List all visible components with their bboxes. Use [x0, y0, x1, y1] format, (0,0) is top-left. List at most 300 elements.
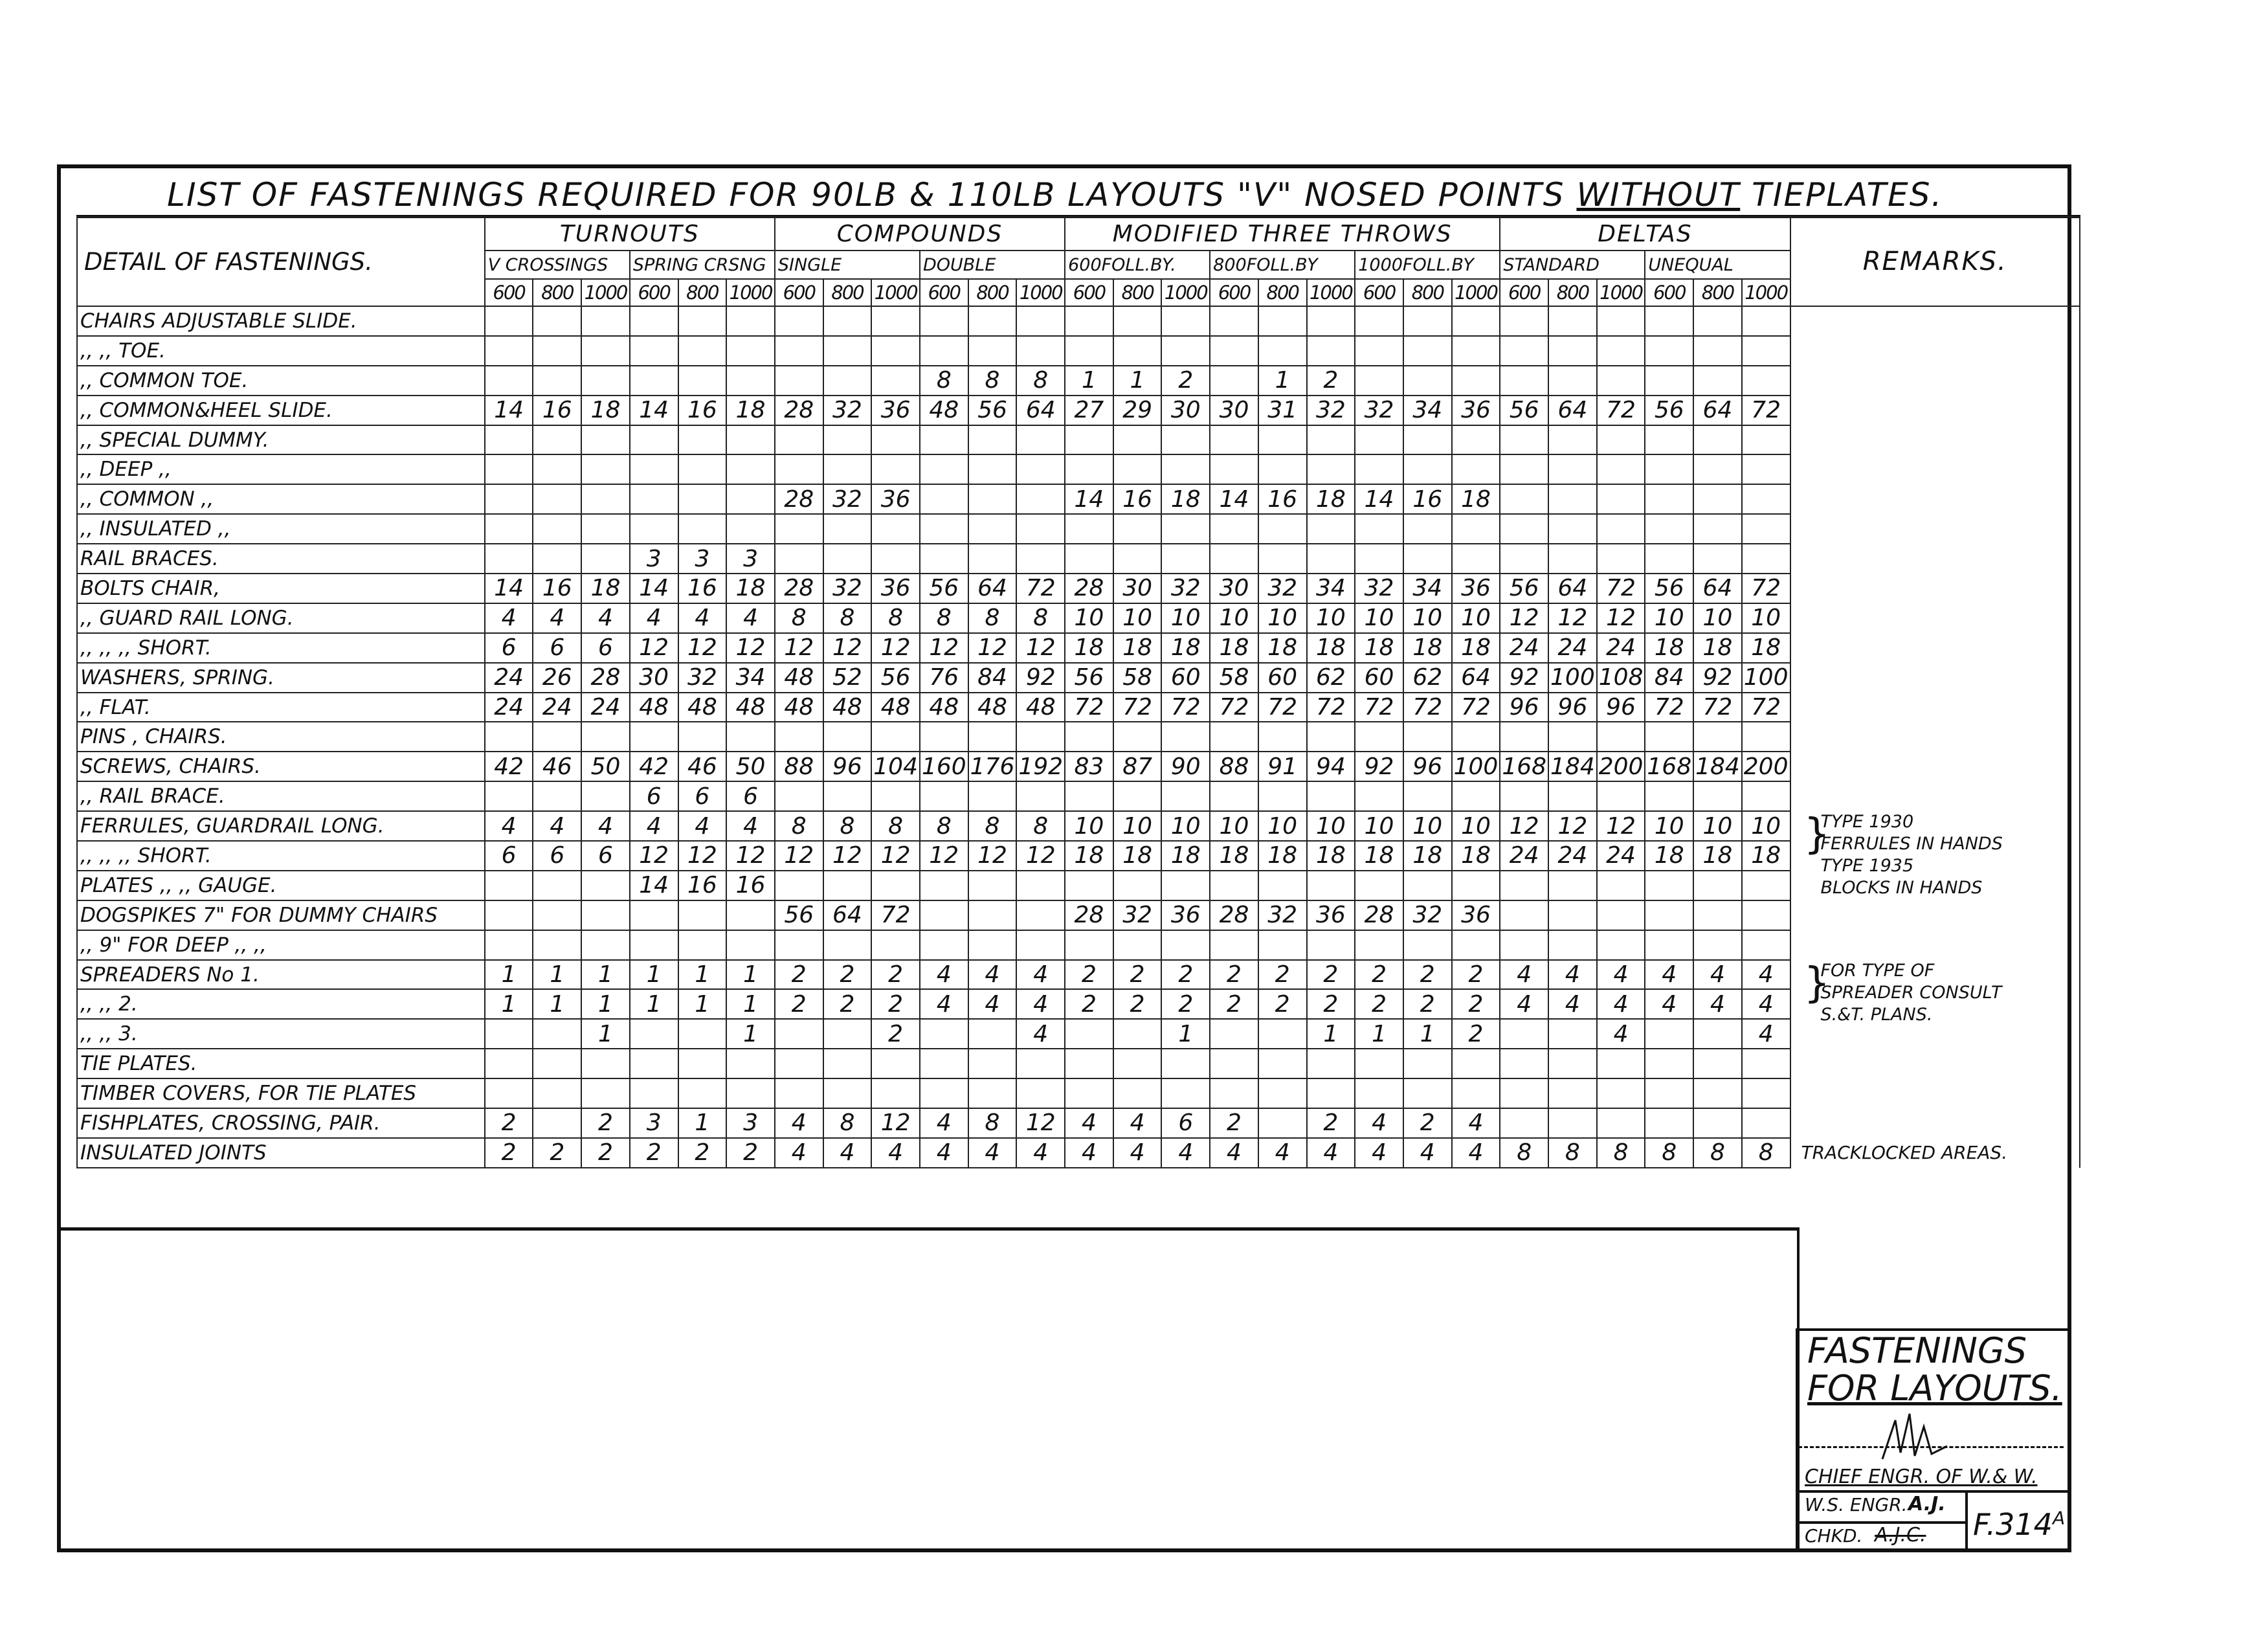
table-cell: 10	[1693, 811, 1742, 841]
row-label: PINS , CHAIRS.	[77, 722, 485, 752]
table-cell	[630, 722, 678, 752]
table-cell: 1	[678, 989, 727, 1019]
table-cell: 18	[1113, 633, 1162, 663]
table-cell	[775, 722, 823, 752]
table-cell	[1307, 544, 1355, 574]
table-cell	[920, 306, 968, 336]
table-cell: 46	[533, 752, 581, 781]
table-cell	[1016, 544, 1065, 574]
subgroup-header: SINGLE	[775, 251, 920, 279]
table-cell: 32	[1307, 396, 1355, 425]
row-label: FISHPLATES, CROSSING, PAIR.	[77, 1108, 485, 1138]
table-cell: 4	[726, 811, 775, 841]
table-cell: 200	[1597, 752, 1645, 781]
table-cell	[1548, 514, 1597, 544]
table-cell	[1742, 425, 1790, 455]
table-cell: 4	[1500, 989, 1548, 1019]
table-cell: 10	[1210, 811, 1258, 841]
title-block-line2: FOR LAYOUTS.	[1807, 1368, 2062, 1409]
table-cell	[1742, 1078, 1790, 1108]
table-cell: 4	[1452, 1138, 1500, 1168]
table-cell: 2	[1452, 1019, 1500, 1049]
table-cell: 2	[533, 1138, 581, 1168]
table-cell: 72	[1355, 693, 1403, 722]
table-cell	[823, 544, 872, 574]
table-cell: 32	[678, 663, 727, 693]
table-cell	[1597, 722, 1645, 752]
drawing-number-suffix: A	[2052, 1507, 2066, 1529]
table-cell: 2	[581, 1138, 630, 1168]
table-cell: 18	[726, 574, 775, 603]
table-cell	[1452, 425, 1500, 455]
table-cell: 42	[630, 752, 678, 781]
table-cell	[533, 514, 581, 544]
size-header: 1000	[1161, 279, 1210, 306]
table-cell	[1065, 1049, 1113, 1078]
table-cell	[1210, 306, 1258, 336]
table-cell	[920, 425, 968, 455]
table-cell: 4	[1693, 989, 1742, 1019]
table-cell	[581, 722, 630, 752]
table-cell	[871, 425, 920, 455]
table-cell	[678, 454, 727, 484]
table-cell	[1500, 544, 1548, 574]
table-cell	[1403, 454, 1452, 484]
table-cell: 18	[1210, 633, 1258, 663]
table-cell: 6	[581, 633, 630, 663]
table-cell	[581, 1078, 630, 1108]
table-cell: 2	[581, 1108, 630, 1138]
table-cell	[1113, 1019, 1162, 1049]
size-header: 600	[1065, 279, 1113, 306]
table-cell: 2	[1210, 989, 1258, 1019]
title-block-line1: FASTENINGS	[1807, 1330, 2027, 1371]
table-cell: 12	[726, 841, 775, 871]
table-cell	[920, 930, 968, 960]
table-cell: 8	[823, 811, 872, 841]
table-cell: 16	[726, 871, 775, 900]
table-cell	[968, 1078, 1017, 1108]
table-cell	[1113, 514, 1162, 544]
table-row	[77, 633, 2080, 663]
table-cell: 94	[1307, 752, 1355, 781]
table-cell	[1065, 544, 1113, 574]
table-cell	[533, 871, 581, 900]
table-cell	[1161, 306, 1210, 336]
table-cell: 2	[1161, 366, 1210, 396]
table-cell	[823, 930, 872, 960]
table-cell	[678, 722, 727, 752]
table-cell: 34	[726, 663, 775, 693]
table-bottom-rule	[61, 1227, 1798, 1231]
table-cell: 4	[775, 1138, 823, 1168]
table-cell: 1	[485, 960, 533, 990]
table-cell	[1355, 781, 1403, 811]
table-cell: 2	[1258, 960, 1307, 990]
table-cell: 2	[485, 1108, 533, 1138]
table-cell: 12	[775, 841, 823, 871]
table-row	[77, 1019, 2080, 1049]
size-header: 600	[485, 279, 533, 306]
table-cell	[823, 1078, 872, 1108]
table-cell	[1693, 781, 1742, 811]
table-cell	[1355, 930, 1403, 960]
table-row	[77, 425, 2080, 455]
table-cell	[1065, 1019, 1113, 1049]
table-cell	[1016, 514, 1065, 544]
table-cell	[581, 900, 630, 930]
table-cell	[1210, 871, 1258, 900]
size-header: 1000	[581, 279, 630, 306]
table-cell: 2	[1258, 989, 1307, 1019]
table-cell: 56	[775, 900, 823, 930]
table-cell: 16	[1258, 484, 1307, 514]
table-cell	[920, 544, 968, 574]
table-cell	[1307, 425, 1355, 455]
table-cell: 4	[630, 811, 678, 841]
table-cell	[1258, 1108, 1307, 1138]
table-cell	[1307, 336, 1355, 366]
table-cell	[1693, 306, 1742, 336]
table-cell	[1452, 336, 1500, 366]
table-cell	[1742, 336, 1790, 366]
table-cell: 2	[871, 1019, 920, 1049]
drawing-number	[1973, 1507, 2065, 1542]
table-cell: 10	[1693, 603, 1742, 633]
table-cell: 14	[1065, 484, 1113, 514]
table-cell: 32	[823, 574, 872, 603]
row-label: ,, ,, ,, SHORT.	[77, 841, 485, 871]
table-cell	[1403, 781, 1452, 811]
table-cell: 10	[1742, 811, 1790, 841]
table-cell: 18	[1742, 841, 1790, 871]
table-cell: 2	[1210, 1108, 1258, 1138]
table-cell: 18	[1742, 633, 1790, 663]
table-cell	[968, 454, 1017, 484]
table-cell	[581, 336, 630, 366]
table-cell: 12	[775, 633, 823, 663]
table-cell	[871, 1049, 920, 1078]
table-cell	[775, 514, 823, 544]
table-cell: 56	[1065, 663, 1113, 693]
table-cell	[1645, 722, 1693, 752]
table-cell: 10	[1645, 603, 1693, 633]
table-cell: 4	[485, 811, 533, 841]
table-cell	[1693, 900, 1742, 930]
table-cell	[920, 484, 968, 514]
size-header: 1000	[1452, 279, 1500, 306]
table-cell	[1161, 722, 1210, 752]
table-cell	[1113, 454, 1162, 484]
table-cell	[1693, 930, 1742, 960]
table-cell	[1548, 1078, 1597, 1108]
table-cell	[1113, 1049, 1162, 1078]
table-cell	[1065, 781, 1113, 811]
table-cell	[581, 484, 630, 514]
subgroup-header: DOUBLE	[920, 251, 1065, 279]
table-cell: 36	[1452, 900, 1500, 930]
table-cell: 10	[1452, 811, 1500, 841]
table-cell: 10	[1065, 603, 1113, 633]
table-cell	[1065, 930, 1113, 960]
remarks-cell	[1790, 544, 2080, 574]
table-row	[77, 1108, 2080, 1138]
table-cell	[1500, 781, 1548, 811]
table-cell: 1	[1113, 366, 1162, 396]
table-cell: 2	[1403, 989, 1452, 1019]
table-cell	[968, 722, 1017, 752]
remarks-cell	[1790, 693, 2080, 722]
table-cell	[1355, 1078, 1403, 1108]
row-label: SPREADERS No 1.	[77, 960, 485, 990]
table-cell: 10	[1113, 811, 1162, 841]
table-cell	[1161, 1078, 1210, 1108]
table-cell: 3	[678, 544, 727, 574]
table-cell	[1355, 454, 1403, 484]
table-cell	[1016, 484, 1065, 514]
table-cell: 12	[968, 633, 1017, 663]
table-cell: 50	[726, 752, 775, 781]
table-cell: 108	[1597, 663, 1645, 693]
table-cell: 30	[1161, 396, 1210, 425]
table-cell	[1645, 514, 1693, 544]
row-label: ,, FLAT.	[77, 693, 485, 722]
table-cell	[726, 900, 775, 930]
size-header: 800	[823, 279, 872, 306]
table-cell: 6	[581, 841, 630, 871]
table-cell	[1452, 1078, 1500, 1108]
table-row	[77, 454, 2080, 484]
table-cell: 48	[678, 693, 727, 722]
table-cell: 8	[968, 366, 1017, 396]
table-cell: 72	[1161, 693, 1210, 722]
table-cell: 4	[1161, 1138, 1210, 1168]
table-cell: 91	[1258, 752, 1307, 781]
row-label: ,, COMMON&HEEL SLIDE.	[77, 396, 485, 425]
table-cell: 10	[1065, 811, 1113, 841]
table-cell	[678, 930, 727, 960]
table-cell: 64	[1693, 574, 1742, 603]
table-cell	[533, 425, 581, 455]
table-cell	[823, 871, 872, 900]
table-cell	[1210, 544, 1258, 574]
table-cell: 8	[968, 811, 1017, 841]
table-cell: 4	[1597, 1019, 1645, 1049]
table-cell: 16	[533, 574, 581, 603]
table-cell	[1403, 514, 1452, 544]
table-cell	[1307, 1078, 1355, 1108]
table-cell: 18	[1065, 841, 1113, 871]
table-cell	[1693, 871, 1742, 900]
table-cell: 56	[1500, 396, 1548, 425]
remarks-cell	[1790, 930, 2080, 960]
table-cell	[1403, 871, 1452, 900]
table-cell: 3	[726, 544, 775, 574]
table-cell: 4	[1016, 960, 1065, 990]
table-cell: 4	[1355, 1108, 1403, 1138]
title-underlined-word: WITHOUT	[1576, 176, 1741, 214]
table-cell	[1113, 336, 1162, 366]
table-row	[77, 722, 2080, 752]
table-cell: 12	[1500, 811, 1548, 841]
table-cell: 100	[1548, 663, 1597, 693]
table-cell: 72	[1307, 693, 1355, 722]
table-cell: 168	[1500, 752, 1548, 781]
table-cell	[1065, 425, 1113, 455]
table-cell: 18	[1307, 841, 1355, 871]
size-header: 1000	[1742, 279, 1790, 306]
table-cell	[1210, 781, 1258, 811]
row-label: ,, INSULATED ,,	[77, 514, 485, 544]
table-cell: 6	[726, 781, 775, 811]
table-cell	[1065, 336, 1113, 366]
table-row	[77, 752, 2080, 781]
remarks-cell	[1790, 366, 2080, 396]
table-cell	[1161, 930, 1210, 960]
table-row	[77, 930, 2080, 960]
table-cell	[1452, 871, 1500, 900]
table-cell: 2	[1161, 960, 1210, 990]
table-cell: 24	[1597, 841, 1645, 871]
table-cell	[1645, 336, 1693, 366]
table-cell: 1	[678, 1108, 727, 1138]
table-cell	[1452, 930, 1500, 960]
size-header: 600	[630, 279, 678, 306]
table-cell	[678, 425, 727, 455]
table-cell: 2	[1065, 989, 1113, 1019]
table-cell	[1742, 722, 1790, 752]
table-cell: 18	[1210, 841, 1258, 871]
table-cell: 1	[630, 989, 678, 1019]
table-cell	[1597, 336, 1645, 366]
signature-mark	[1869, 1407, 1973, 1466]
table-cell	[581, 454, 630, 484]
table-cell: 24	[1548, 841, 1597, 871]
table-cell	[485, 900, 533, 930]
table-cell	[1548, 544, 1597, 574]
table-cell: 28	[1210, 900, 1258, 930]
table-cell	[1210, 336, 1258, 366]
table-cell	[678, 900, 727, 930]
size-header: 1000	[1307, 279, 1355, 306]
remark-line: FERRULES IN HANDS	[1820, 834, 2003, 854]
table-cell	[1016, 781, 1065, 811]
table-cell: 12	[1016, 633, 1065, 663]
table-cell: 50	[581, 752, 630, 781]
table-cell	[871, 514, 920, 544]
table-cell	[1742, 306, 1790, 336]
table-cell: 24	[1548, 633, 1597, 663]
table-cell: 56	[920, 574, 968, 603]
table-cell: 4	[1742, 1019, 1790, 1049]
table-cell	[1742, 484, 1790, 514]
row-label: ,, ,, 3.	[77, 1019, 485, 1049]
table-cell	[1258, 930, 1307, 960]
table-cell	[1016, 306, 1065, 336]
document-title	[76, 175, 2080, 215]
table-cell: 200	[1742, 752, 1790, 781]
table-cell: 2	[1307, 366, 1355, 396]
table-cell	[726, 1049, 775, 1078]
table-cell: 1	[1161, 1019, 1210, 1049]
table-cell: 10	[1210, 603, 1258, 633]
table-cell: 84	[1645, 663, 1693, 693]
table-cell	[1645, 781, 1693, 811]
table-cell: 28	[775, 574, 823, 603]
table-cell	[1597, 544, 1645, 574]
table-cell: 87	[1113, 752, 1162, 781]
table-cell: 14	[630, 871, 678, 900]
table-cell	[871, 722, 920, 752]
table-cell	[485, 336, 533, 366]
table-cell	[823, 1019, 872, 1049]
table-cell: 8	[823, 1108, 872, 1138]
remarks-cell	[1790, 781, 2080, 811]
table-cell: 4	[1016, 1019, 1065, 1049]
table-cell: 4	[1016, 989, 1065, 1019]
table-cell: 2	[823, 989, 872, 1019]
table-cell	[1065, 514, 1113, 544]
row-label: ,, COMMON ,,	[77, 484, 485, 514]
table-cell: 18	[1161, 841, 1210, 871]
group-header-turnouts: TURNOUTS	[485, 217, 775, 251]
table-cell	[1210, 930, 1258, 960]
table-cell: 64	[1548, 574, 1597, 603]
table-cell: 4	[1065, 1108, 1113, 1138]
table-row	[77, 484, 2080, 514]
table-cell: 48	[775, 693, 823, 722]
row-label: ,, COMMON TOE.	[77, 366, 485, 396]
table-cell	[1693, 366, 1742, 396]
table-cell: 4	[678, 811, 727, 841]
table-cell: 36	[1307, 900, 1355, 930]
table-cell	[1452, 514, 1500, 544]
table-cell: 56	[1500, 574, 1548, 603]
table-cell	[1500, 425, 1548, 455]
table-cell: 36	[1161, 900, 1210, 930]
table-cell: 2	[775, 960, 823, 990]
row-label: DOGSPIKES 7" FOR DUMMY CHAIRS	[77, 900, 485, 930]
table-cell	[823, 722, 872, 752]
table-cell: 1	[581, 960, 630, 990]
table-cell: 8	[920, 603, 968, 633]
size-header: 800	[1113, 279, 1162, 306]
table-row	[77, 781, 2080, 811]
table-cell	[1742, 900, 1790, 930]
table-cell	[1693, 1108, 1742, 1138]
table-cell	[775, 306, 823, 336]
table-cell: 72	[1597, 574, 1645, 603]
row-label: ,, SPECIAL DUMMY.	[77, 425, 485, 455]
table-row	[77, 960, 2080, 990]
table-cell	[1645, 1019, 1693, 1049]
table-cell	[1548, 336, 1597, 366]
table-cell	[1452, 1049, 1500, 1078]
table-cell	[968, 900, 1017, 930]
group-header-deltas: DELTAS	[1500, 217, 1790, 251]
table-cell: 6	[485, 633, 533, 663]
table-cell	[1210, 514, 1258, 544]
table-cell: 8	[871, 603, 920, 633]
table-cell: 12	[630, 633, 678, 663]
table-cell: 32	[1161, 574, 1210, 603]
table-cell: 18	[1307, 484, 1355, 514]
table-cell: 8	[775, 811, 823, 841]
table-cell	[630, 1049, 678, 1078]
table-cell	[1645, 1078, 1693, 1108]
table-cell: 4	[1016, 1138, 1065, 1168]
table-cell: 72	[1742, 396, 1790, 425]
